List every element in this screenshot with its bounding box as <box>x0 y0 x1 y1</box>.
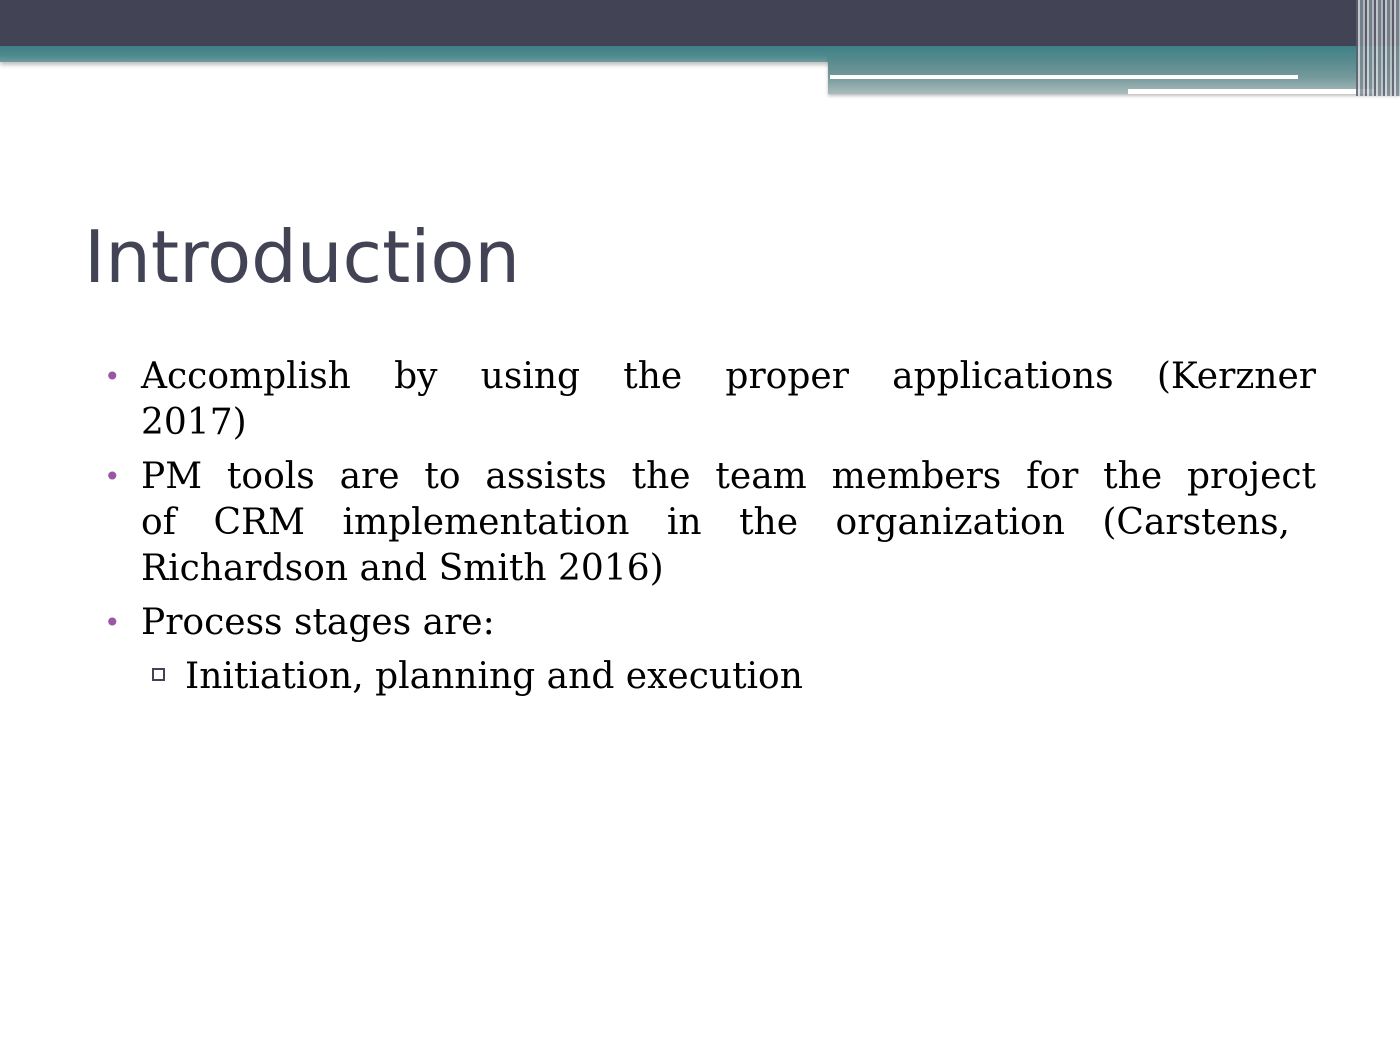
bullet-dot-icon: • <box>104 460 121 493</box>
bullet-line: Richardson and Smith 2016) <box>141 548 664 589</box>
bullet-item <box>104 354 1316 446</box>
header-white-line <box>830 75 1298 79</box>
hollow-square-icon <box>152 668 165 681</box>
bullet-dot-icon: • <box>104 606 121 639</box>
bullet-line: Accomplish by using the proper applications (Kerzner <box>141 356 1316 397</box>
bullet-line: of CRM implementation in the organization (Carstens, <box>141 502 1290 543</box>
header-dark-band <box>0 0 1400 48</box>
bullet-line: 2017) <box>141 402 247 443</box>
slide-body <box>104 354 1316 700</box>
bullet-dot-icon: • <box>104 360 121 393</box>
bullet-item <box>104 454 1316 592</box>
sub-bullet-text: Initiation, planning and execution <box>185 656 803 697</box>
header-white-line-short <box>1128 89 1374 94</box>
slide-title: Introduction <box>84 215 521 299</box>
bullet-item <box>104 600 1316 646</box>
header-vertical-stripes <box>1356 0 1400 96</box>
bullet-line: Process stages are: <box>141 602 495 643</box>
bullet-line: PM tools are to assists the team members for the project <box>141 456 1316 497</box>
sub-bullet-item <box>104 654 1316 700</box>
